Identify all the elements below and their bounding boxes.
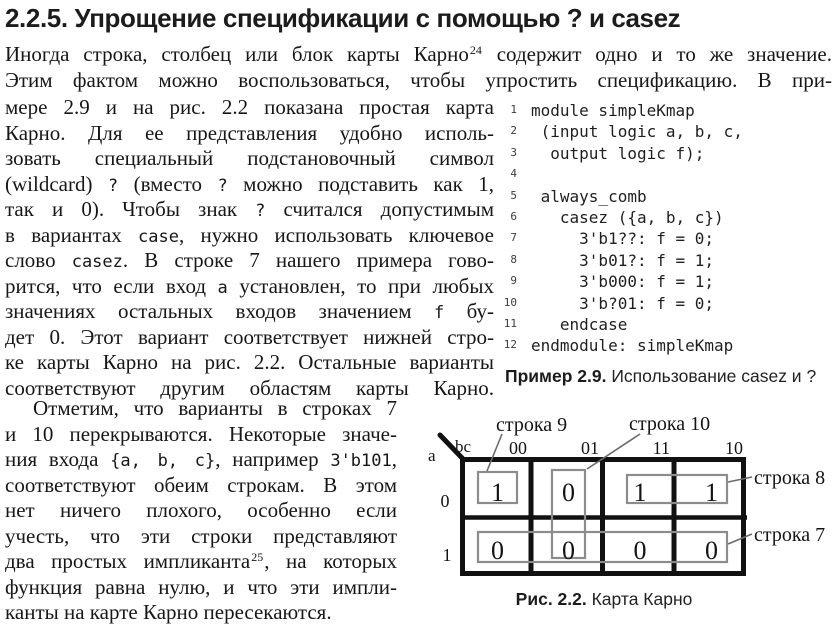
code-line-text: 3'b000: f = 1; xyxy=(531,272,715,292)
code-line-number: 1 xyxy=(510,103,517,116)
code-line-number: 4 xyxy=(510,167,517,181)
text-span: слово xyxy=(5,248,72,272)
text-span: содержит одно и то же значение. xyxy=(482,42,832,66)
text-span: дет 0. Этот вариант соответствует нижней стро- xyxy=(5,324,494,349)
code-line xyxy=(500,228,743,249)
kmap-cell-value: 1 xyxy=(491,478,504,507)
figure-caption-text: Карта Карно xyxy=(586,589,693,609)
text-span: Этим фактом можно воспользоваться, чтобы упростить спецификацию. В при- xyxy=(5,67,832,92)
code-line-text: 3'b?01: f = 0; xyxy=(531,293,715,313)
code-line-number: 3 xyxy=(510,145,517,159)
code-line-text: endcase xyxy=(531,314,628,334)
text-span: соответствуют обеим строкам. В этом xyxy=(5,472,397,497)
text-span: зовать специальный подстановочный символ xyxy=(5,146,494,170)
text-span: соответствуют другим областям карты Карно. xyxy=(5,375,494,400)
text-span: считался допустимым xyxy=(265,197,494,221)
inline-code: {a, b, c} xyxy=(110,451,216,471)
inline-code: case xyxy=(138,226,179,247)
code-line xyxy=(500,207,743,228)
example-caption-text: Использование casez и ? xyxy=(606,366,817,386)
paragraph-column-2 xyxy=(5,396,397,626)
text-span: ния входа xyxy=(5,447,111,471)
text-span: (wildcard) xyxy=(5,171,108,196)
pointer-line-row8 xyxy=(728,477,752,482)
kmap-col-header: 00 xyxy=(509,438,527,458)
text-span: . В строке 7 нашего примера гово- xyxy=(122,248,495,272)
kmap-col-header: 01 xyxy=(581,438,599,458)
code-line xyxy=(500,100,743,121)
text-line xyxy=(5,350,494,376)
text-line xyxy=(5,95,494,121)
text-span: Отметим, что варианты в строках 7 xyxy=(33,396,397,420)
code-line xyxy=(500,314,743,335)
annotation-row9: строка 9 xyxy=(496,414,568,436)
inline-code: casez xyxy=(71,252,123,272)
text-line xyxy=(5,447,397,473)
code-line xyxy=(500,121,743,142)
example-caption xyxy=(505,366,840,387)
kmap-col-header: 10 xyxy=(725,438,743,458)
text-line xyxy=(5,197,494,223)
text-span: в вариантах xyxy=(5,222,138,247)
code-line-text: casez ({a, b, c}) xyxy=(531,207,724,227)
pointer-line-row9 xyxy=(487,434,502,471)
code-line-number: 9 xyxy=(510,274,517,288)
text-span: , например xyxy=(215,447,331,471)
inline-code: ? xyxy=(255,201,266,221)
text-line xyxy=(5,325,494,351)
text-span: мере 2.9 и на рис. 2.2 показана простая карта xyxy=(5,95,494,119)
text-span: ке карты Карно на рис. 2.2. Остальные варианты xyxy=(5,350,494,374)
paragraph-column-1 xyxy=(5,95,494,401)
text-span: рится, что если вход xyxy=(5,273,218,298)
kmap-cell-value: 0 xyxy=(562,536,575,565)
kmap-cell-value: 0 xyxy=(491,536,504,565)
karnaugh-map-figure xyxy=(424,400,838,584)
text-line xyxy=(5,549,397,575)
figure-caption-label: Рис. 2.2. xyxy=(515,589,587,609)
text-line xyxy=(5,575,397,601)
code-line-text: endmodule: simpleKmap xyxy=(531,336,734,356)
kmap-row-header: 1 xyxy=(442,545,452,565)
text-line xyxy=(5,121,494,147)
inline-code: ? xyxy=(217,175,228,196)
text-span: и 10 перекрываются. Некоторые значе- xyxy=(5,421,397,446)
text-line xyxy=(5,498,397,524)
code-line-text: output logic f); xyxy=(531,143,705,163)
annotation-row8: строка 8 xyxy=(754,467,826,489)
inline-code: ? xyxy=(107,175,119,196)
text-span: , нужно использовать ключевое xyxy=(178,222,494,247)
text-span: Иногда строка, столбец или блок карты Карно xyxy=(5,42,469,66)
kmap-cols-var-label: bc xyxy=(455,437,472,456)
code-line-text: always_comb xyxy=(531,186,647,206)
text-line xyxy=(5,274,494,300)
text-line xyxy=(5,600,397,626)
code-line-text: (input logic a, b, c, xyxy=(531,122,743,142)
code-line xyxy=(500,271,743,292)
text-span: (вместо xyxy=(118,171,218,196)
inline-code: a xyxy=(217,277,228,298)
code-line xyxy=(500,143,743,164)
code-line xyxy=(500,164,743,185)
text-line xyxy=(5,172,494,198)
text-span: так и 0). Чтобы знак xyxy=(5,197,256,221)
text-span: два простых импликанта xyxy=(5,549,251,573)
text-span: значениях остальных входов значением xyxy=(5,299,434,323)
kmap-cell-value: 1 xyxy=(633,478,647,507)
text-span: , на которых xyxy=(264,549,397,573)
annotation-row7: строка 7 xyxy=(754,524,826,546)
code-line xyxy=(500,335,743,356)
example-caption-label: Пример 2.9. xyxy=(505,366,607,386)
text-line xyxy=(5,248,494,274)
inline-code: 3'b101 xyxy=(330,451,392,471)
text-span: можно подставить как 1, xyxy=(227,171,494,196)
text-line xyxy=(5,473,397,499)
kmap-col-header: 11 xyxy=(652,438,670,458)
text-line xyxy=(5,524,397,550)
code-line-number: 7 xyxy=(510,231,517,245)
figure-caption xyxy=(444,589,764,610)
code-line-number: 10 xyxy=(503,295,517,309)
text-line xyxy=(5,422,397,448)
text-span: функция равна нулю, и что эти импли- xyxy=(5,574,397,599)
footnote-ref: 25 xyxy=(251,550,264,564)
kmap-cell-value: 0 xyxy=(633,536,647,565)
code-line-number: 12 xyxy=(503,338,517,352)
kmap-cell-value: 0 xyxy=(562,478,575,507)
code-line xyxy=(500,293,743,314)
code-listing xyxy=(500,100,743,357)
text-span: канты на карте Карно пересекаются. xyxy=(5,600,332,624)
code-line-number: 11 xyxy=(503,316,517,330)
kmap-cell-value: 0 xyxy=(705,536,718,565)
kmap-row-header: 0 xyxy=(440,491,450,511)
kmap-row-var-label: a xyxy=(428,446,436,465)
kmap-cell-value: 1 xyxy=(705,478,718,507)
text-span: Карно. Для ее представления удобно исполь- xyxy=(5,120,494,145)
code-line-number: 8 xyxy=(510,252,517,266)
text-span: учесть, что эти строки представляют xyxy=(5,523,397,548)
text-line xyxy=(5,68,832,94)
code-line-text: 3'b01?: f = 1; xyxy=(531,250,715,270)
code-line-number: 6 xyxy=(510,209,517,223)
text-span: нет ничего плохого, особенно если xyxy=(5,498,397,522)
annotation-row10: строка 10 xyxy=(629,413,711,435)
code-line xyxy=(500,250,743,271)
code-line-number: 5 xyxy=(510,188,517,202)
code-line-text: 3'b1??: f = 0; xyxy=(531,229,715,249)
pointer-line-row7 xyxy=(728,534,752,544)
inline-code: f xyxy=(433,303,445,323)
text-span: установлен, то при любых xyxy=(227,273,494,298)
text-span: бу- xyxy=(444,299,494,323)
text-line xyxy=(5,146,494,172)
code-line xyxy=(500,186,743,207)
text-line xyxy=(5,299,494,325)
section-heading: 2.2.5. Упрощение спецификации с помощью ? и casez xyxy=(5,3,681,33)
text-span: , xyxy=(391,447,397,471)
text-line xyxy=(5,396,397,422)
text-line xyxy=(5,223,494,249)
footnote-ref: 24 xyxy=(469,43,482,57)
code-line-text: module simpleKmap xyxy=(531,101,695,120)
code-line-number: 2 xyxy=(510,124,517,138)
text-line xyxy=(5,42,832,68)
paragraph-intro xyxy=(5,42,832,93)
